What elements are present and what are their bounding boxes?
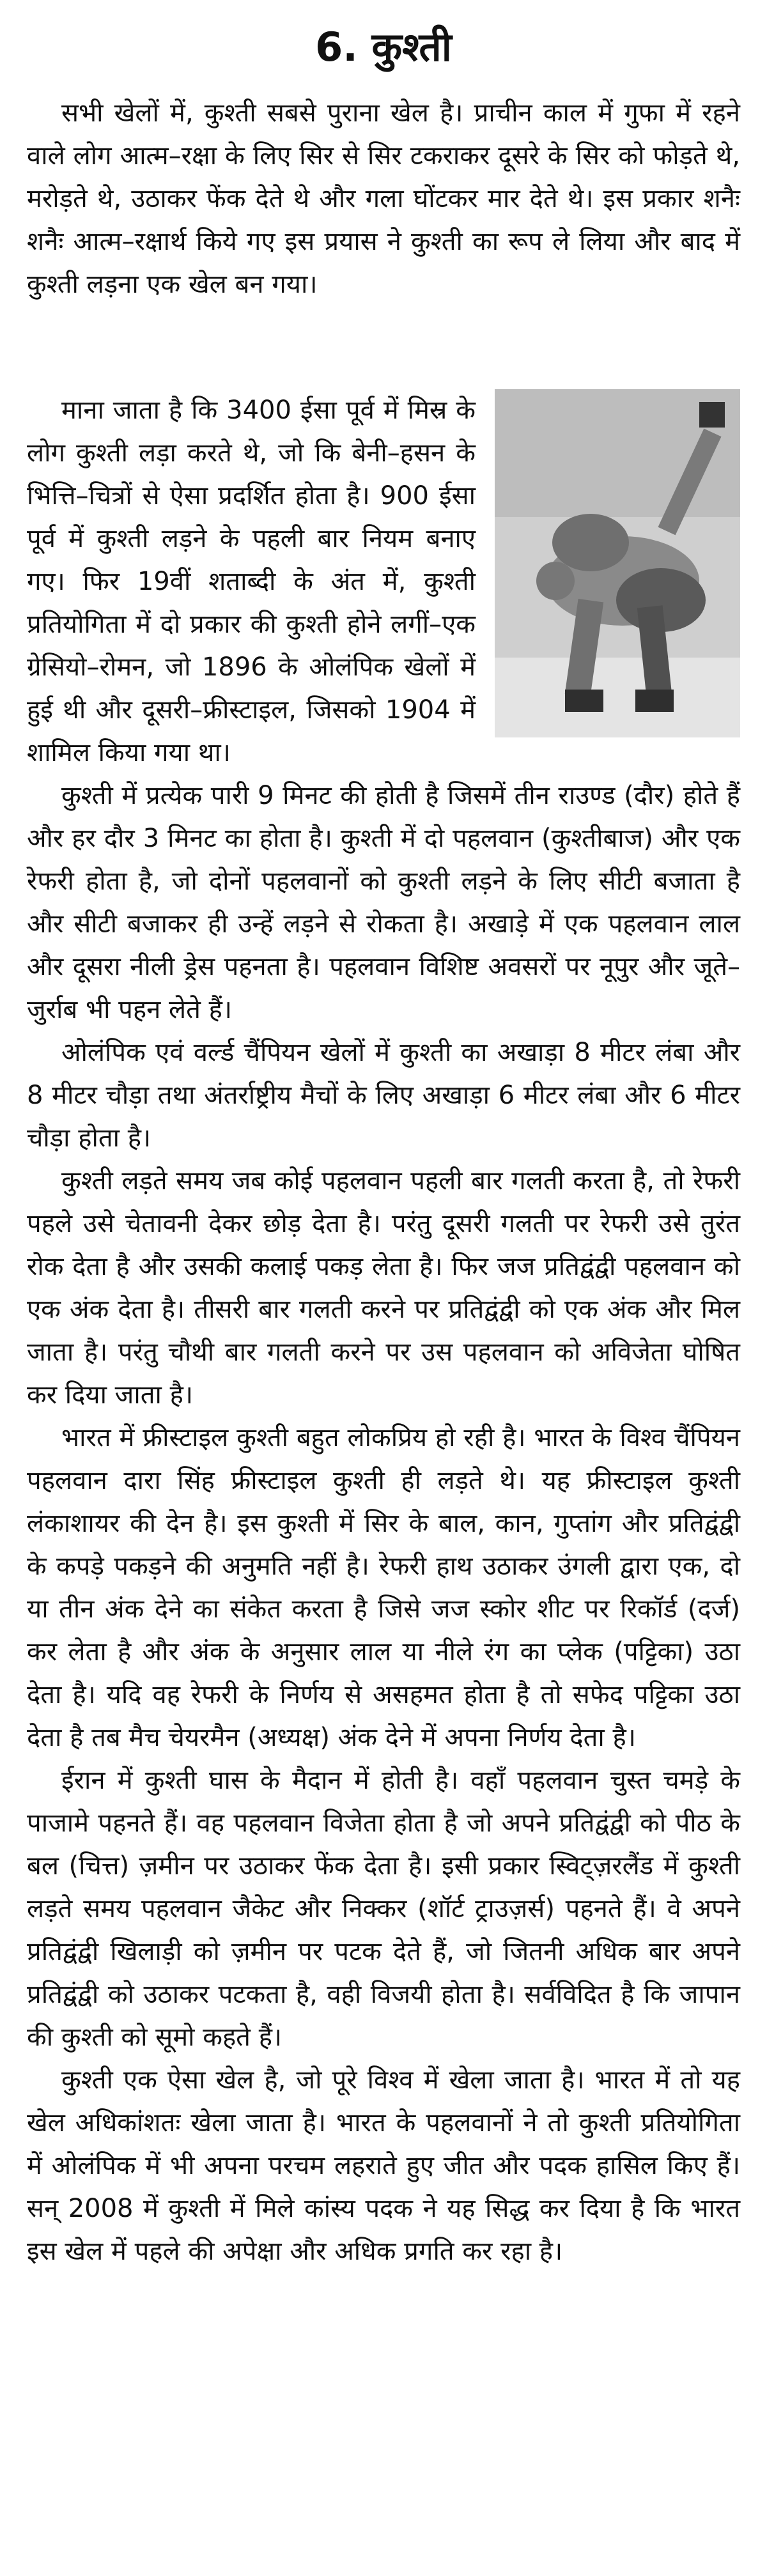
paragraph-conclusion: कुश्ती एक ऐसा खेल है, जो पूरे विश्व में खेला जाता है। भारत में तो यह खेल अधिकांशतः खेला जाता है। भारत के पहलवानों ने तो कुश्ती प्रतियोगिता में ओलंपिक में भी अपना परचम लहराते हुए जीत और पदक हासिल किए हैं। सन् 2008 में कुश्ती में मिले कांस्य पदक ने यह सिद्ध कर दिया है कि भारत इस खेल में पहले की अपेक्षा और अधिक प्रगति कर रहा है। bbox=[27, 2065, 740, 2267]
paragraph-history: माना जाता है कि 3400 ईसा पूर्व में मिस्र के लोग कुश्ती लड़ा करते थे, जो कि बेनी–हसन के भित्ति–चित्रों से ऐसा प्रदर्शित होता है। 900 ईसा पूर्व में कुश्ती लड़ने के पहली बार नियम बनाए गए। फिर 19वीं शताब्दी के अंत में, कुश्ती प्रतियोगिता में दो प्रकार की कुश्ती होने लगीं–एक ग्रेसियो–रोमन, जो 1896 के ओलंपिक खेलों में हुई थी और दूसरी–फ्रीस्टाइल, जिसको 1904 में शामिल किया गया था। bbox=[27, 396, 476, 768]
wrestling-photo bbox=[495, 389, 740, 737]
paragraph-fouls: कुश्ती लड़ते समय जब कोई पहलवान पहली बार गलती करता है, तो रेफरी पहले उसे चेतावनी देकर छोड़ देता है। परंतु दूसरी गलती पर रेफरी उसे तुरंत रोक देता है और उसकी कलाई पकड़ लेता है। फिर जज प्रतिद्वंद्वी पहलवान को एक अंक देता है। तीसरी बार गलती करने पर प्रतिद्वंद्वी को एक अंक और मिल जाता है। परंतु चौथी बार गलती करने पर उस पहलवान को अविजेता घोषित कर दिया जाता है। bbox=[27, 1166, 740, 1410]
paragraph-arena: ओलंपिक एवं वर्ल्ड चैंपियन खेलों में कुश्ती का अखाड़ा 8 मीटर लंबा और 8 मीटर चौड़ा तथा अंतर्राष्ट्रीय मैचों के लिए अखाड़ा 6 मीटर लंबा और 6 मीटर चौड़ा होता है। bbox=[27, 1038, 740, 1153]
page-title: 6. कुश्ती bbox=[315, 24, 452, 70]
paragraph-world: ईरान में कुश्ती घास के मैदान में होती है। वहाँ पहलवान चुस्त चमड़े के पाजामे पहनते हैं। वह पहलवान विजेता होता है जो अपने प्रतिद्वंद्वी को पीठ के बल (चित्त) ज़मीन पर उठाकर फेंक देता है। इसी प्रकार स्विट्ज़रलैंड में कुश्ती लड़ते समय पहलवान जैकेट और निक्कर (शॉर्ट ट्राउज़र्स) पहनते हैं। वे अपने प्रतिद्वंद्वी खिलाड़ी को ज़मीन पर पटक देते हैं, जो जितनी अधिक बार अपने प्रतिद्वंद्वी को उठाकर पटकता है, वही विजयी होता है। सर्वविदित है कि जापान की कुश्ती को सूमो कहते हैं। bbox=[27, 1766, 740, 2053]
paragraph-intro: सभी खेलों में, कुश्ती सबसे पुराना खेल है। प्राचीन काल में गुफा में रहने वाले लोग आत्म–रक्षा के लिए सिर से सिर टकराकर दूसरे के सिर को फोड़ते थे, मरोड़ते थे, उठाकर फेंक देते थे और गला घोंटकर मार देते थे। इस प्रकार शनैः शनैः आत्म–रक्षार्थ किये गए इस प्रयास ने कुश्ती का रूप ले लिया और बाद में कुश्ती लड़ना एक खेल बन गया। bbox=[27, 98, 740, 300]
paragraph-freestyle: भारत में फ्रीस्टाइल कुश्ती बहुत लोकप्रिय हो रही है। भारत के विश्व चैंपियन पहलवान दारा सिंह फ्रीस्टाइल कुश्ती ही लड़ते थे। यह फ्रीस्टाइल कुश्ती लंकाशायर की देन है। इस कुश्ती में सिर के बाल, कान, गुप्तांग और प्रतिद्वंद्वी के कपड़े पकड़ने की अनुमति नहीं है। रेफरी हाथ उठाकर उंगली द्वारा एक, दो या तीन अंक देने का संकेत करता है जिसे जज स्कोर शीट पर रिकॉर्ड (दर्ज) कर लेता है और अंक के अनुसार लाल या नीले रंग का प्लेक (पट्टिका) उठा देता है। यदि वह रेफरी के निर्णय से असहमत होता है तो सफेद पट्टिका उठा देता है तब मैच चेयरमैन (अध्यक्ष) अंक देने में अपना निर्णय देता है। bbox=[27, 1423, 740, 1753]
figure-block bbox=[27, 389, 740, 775]
wrestling-photo-illustration bbox=[495, 389, 740, 737]
paragraph-rules: कुश्ती में प्रत्येक पारी 9 मिनट की होती है जिसमें तीन राउण्ड (दौर) होते हैं और हर दौर 3 मिनट का होता है। कुश्ती में दो पहलवान (कुश्तीबाज) और एक रेफरी होता है, जो दोनों पहलवानों को कुश्ती लड़ने के लिए सीटी बजाता है और सीटी बजाकर ही उन्हें लड़ने से रोकता है। अखाड़े में एक पहलवान लाल और दूसरा नीली ड्रेस पहनता है। पहलवान विशिष्ट अवसरों पर नूपुर और जूते–जुर्राब भी पहन लेते हैं। bbox=[27, 781, 740, 1025]
